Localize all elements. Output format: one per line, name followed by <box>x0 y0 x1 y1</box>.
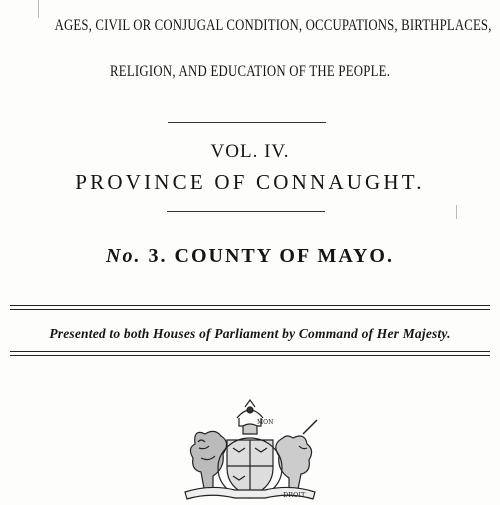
volume-heading: VOL. IV. <box>210 141 290 162</box>
double-rule <box>10 351 490 356</box>
margin-mark <box>456 205 457 219</box>
county-name: 3. COUNTY OF MAYO. <box>148 245 394 267</box>
motto-fragment: DROIT <box>283 491 306 499</box>
county-heading <box>0 245 500 268</box>
margin-mark <box>38 0 39 18</box>
title-line-1-text: AGES, CIVIL OR CONJUGAL CONDITION, OCCUPATIONS, BIRTHPLACES, <box>54 17 492 34</box>
presented-line: Presented to both Houses of Parliament by Command of Her Majesty. <box>49 326 451 341</box>
province-heading: PROVINCE OF CONNAUGHT. <box>75 170 425 194</box>
royal-coat-of-arms-icon <box>165 398 335 500</box>
divider-rule <box>167 211 325 212</box>
title-line-1 <box>0 17 500 35</box>
motto-fragment: MON <box>257 419 274 426</box>
divider-rule <box>168 122 326 123</box>
title-line-2 <box>0 63 500 81</box>
double-rule <box>10 305 490 310</box>
county-number-prefix: No. <box>106 245 142 267</box>
title-line-2-text: RELIGION, AND EDUCATION OF THE PEOPLE. <box>109 63 391 80</box>
